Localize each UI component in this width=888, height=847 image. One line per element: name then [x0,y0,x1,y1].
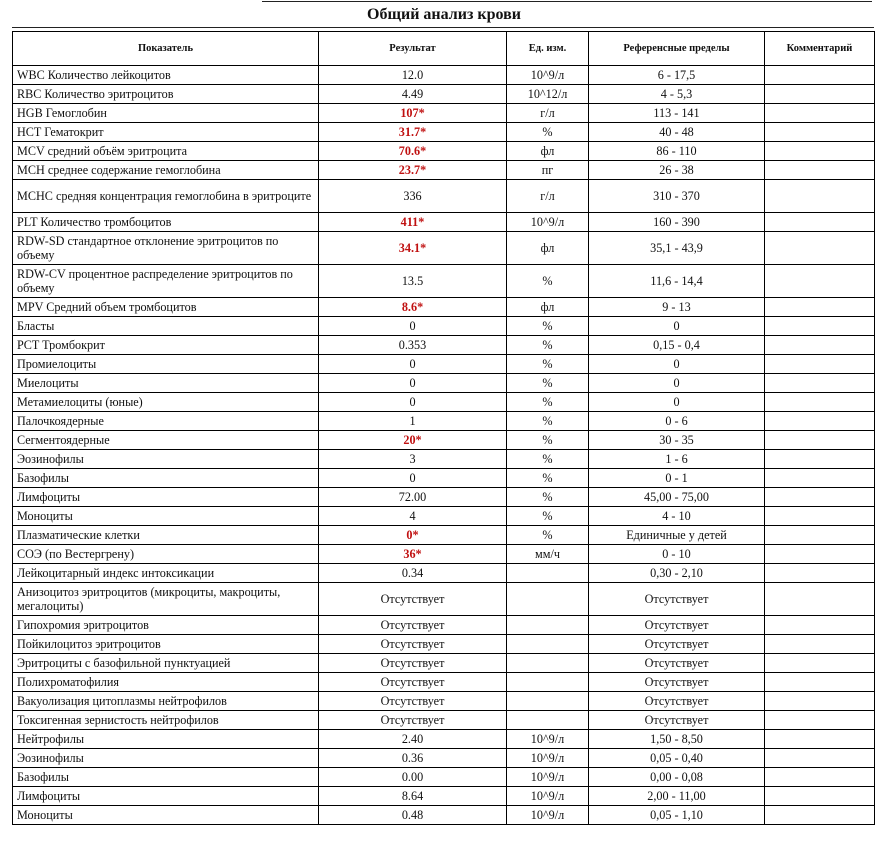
row-name: Лимфоциты [13,488,319,507]
row-name: Палочкоядерные [13,412,319,431]
row-comment [765,654,875,673]
row-name: Пойкилоцитоз эритроцитов [13,635,319,654]
row-unit: фл [507,142,589,161]
row-range: Отсутствует [589,616,765,635]
row-comment [765,583,875,616]
row-comment [765,142,875,161]
row-result: 4.49 [319,85,507,104]
header-result: Результат [319,32,507,66]
table-row [13,564,875,583]
row-unit: фл [507,298,589,317]
row-result: 13.5 [319,265,507,298]
row-comment [765,431,875,450]
row-range: 1 - 6 [589,450,765,469]
row-result: 34.1* [319,232,507,265]
row-name: RBC Количество эритроцитов [13,85,319,104]
row-unit: пг [507,161,589,180]
table-row [13,161,875,180]
row-comment [765,564,875,583]
table-row [13,673,875,692]
row-comment [765,66,875,85]
row-range: Отсутствует [589,692,765,711]
table-row [13,180,875,213]
row-range: 0,00 - 0,08 [589,768,765,787]
row-result: 8.64 [319,787,507,806]
row-range: 4 - 10 [589,507,765,526]
row-name: Эозинофилы [13,749,319,768]
row-result: 0.36 [319,749,507,768]
row-name: Моноциты [13,507,319,526]
table-row [13,374,875,393]
row-result: 36* [319,545,507,564]
table-row [13,730,875,749]
row-comment [765,692,875,711]
row-unit [507,583,589,616]
row-result: 0 [319,355,507,374]
row-name: Миелоциты [13,374,319,393]
row-result: 0 [319,469,507,488]
row-result: 3 [319,450,507,469]
row-name: Базофилы [13,768,319,787]
row-result: 0.34 [319,564,507,583]
row-range: 0,15 - 0,4 [589,336,765,355]
row-unit: % [507,123,589,142]
row-name: RDW-SD стандартное отклонение эритроцитов по объему [13,232,319,265]
row-name: Вакуолизация цитоплазмы нейтрофилов [13,692,319,711]
table-row [13,749,875,768]
row-unit: 10^9/л [507,768,589,787]
table-row [13,142,875,161]
row-name: MCV средний объём эритроцита [13,142,319,161]
row-unit: 10^9/л [507,66,589,85]
table-row [13,450,875,469]
row-unit: фл [507,232,589,265]
row-result: 107* [319,104,507,123]
row-unit [507,673,589,692]
row-result: 23.7* [319,161,507,180]
row-range: 45,00 - 75,00 [589,488,765,507]
row-range: Отсутствует [589,673,765,692]
row-comment [765,180,875,213]
row-unit: г/л [507,104,589,123]
row-range: 0 - 10 [589,545,765,564]
row-result: 0 [319,317,507,336]
row-range: 0 [589,317,765,336]
row-range: 0 - 1 [589,469,765,488]
row-unit: 10^9/л [507,213,589,232]
row-range: 0,05 - 0,40 [589,749,765,768]
row-unit: 10^9/л [507,806,589,825]
table-row [13,469,875,488]
row-comment [765,104,875,123]
row-comment [765,355,875,374]
row-name: Плазматические клетки [13,526,319,545]
row-result: 8.6* [319,298,507,317]
table-row [13,104,875,123]
row-comment [765,768,875,787]
row-range: 86 - 110 [589,142,765,161]
row-name: PCT Тромбокрит [13,336,319,355]
row-result: 336 [319,180,507,213]
row-result: Отсутствует [319,583,507,616]
row-name: WBC Количество лейкоцитов [13,66,319,85]
row-result: Отсутствует [319,692,507,711]
table-row [13,583,875,616]
row-name: PLT Количество тромбоцитов [13,213,319,232]
row-range: 0,30 - 2,10 [589,564,765,583]
row-range: 30 - 35 [589,431,765,450]
table-row [13,806,875,825]
table-row [13,85,875,104]
row-name: Моноциты [13,806,319,825]
table-row [13,654,875,673]
row-range: 113 - 141 [589,104,765,123]
row-result: 411* [319,213,507,232]
row-range: 11,6 - 14,4 [589,265,765,298]
table-row [13,768,875,787]
row-unit: % [507,393,589,412]
row-comment [765,526,875,545]
row-range: Отсутствует [589,583,765,616]
row-comment [765,749,875,768]
table-row [13,393,875,412]
table-row [13,787,875,806]
header-unit: Ед. изм. [507,32,589,66]
row-name: Метамиелоциты (юные) [13,393,319,412]
row-comment [765,298,875,317]
row-comment [765,393,875,412]
row-result: Отсутствует [319,711,507,730]
table-row [13,213,875,232]
row-comment [765,711,875,730]
row-name: Базофилы [13,469,319,488]
row-name: Эозинофилы [13,450,319,469]
row-comment [765,469,875,488]
row-result: 0.00 [319,768,507,787]
row-result: 0.48 [319,806,507,825]
row-unit [507,564,589,583]
table-row [13,635,875,654]
row-comment [765,616,875,635]
row-unit: % [507,355,589,374]
row-comment [765,85,875,104]
row-name: Эритроциты с базофильной пунктуацией [13,654,319,673]
row-range: 6 - 17,5 [589,66,765,85]
table-row [13,616,875,635]
row-name: Лимфоциты [13,787,319,806]
row-range: 40 - 48 [589,123,765,142]
table-row [13,412,875,431]
row-range: 9 - 13 [589,298,765,317]
row-range: 2,00 - 11,00 [589,787,765,806]
row-unit: % [507,265,589,298]
row-comment [765,265,875,298]
row-result: Отсутствует [319,654,507,673]
row-result: Отсутствует [319,673,507,692]
table-row [13,545,875,564]
row-comment [765,488,875,507]
row-range: Отсутствует [589,654,765,673]
header-name: Показатель [13,32,319,66]
row-name: MCHC средняя концентрация гемоглобина в эритроците [13,180,319,213]
row-comment [765,412,875,431]
row-result: 1 [319,412,507,431]
table-row [13,711,875,730]
row-comment [765,730,875,749]
title-bottom-rule [12,27,874,28]
row-range: 310 - 370 [589,180,765,213]
row-comment [765,161,875,180]
table-row [13,232,875,265]
row-unit: % [507,317,589,336]
table-row [13,507,875,526]
row-comment [765,336,875,355]
row-unit [507,654,589,673]
row-result: 4 [319,507,507,526]
header-comment: Комментарий [765,32,875,66]
row-comment [765,232,875,265]
row-unit: % [507,336,589,355]
row-unit [507,711,589,730]
table-row [13,488,875,507]
table-row [13,692,875,711]
results-table [12,31,875,825]
row-range: 0 [589,374,765,393]
table-row [13,317,875,336]
row-range: 1,50 - 8,50 [589,730,765,749]
row-result: 72.00 [319,488,507,507]
row-result: 0* [319,526,507,545]
table-row [13,336,875,355]
row-comment [765,123,875,142]
row-name: RDW-CV процентное распределение эритроцитов по объему [13,265,319,298]
row-name: HGB Гемоглобин [13,104,319,123]
row-name: MCH среднее содержание гемоглобина [13,161,319,180]
row-result: 0.353 [319,336,507,355]
title-top-rule [262,1,872,2]
row-unit [507,616,589,635]
row-range: 0 [589,393,765,412]
row-unit: % [507,488,589,507]
row-name: Нейтрофилы [13,730,319,749]
row-name: Полихроматофилия [13,673,319,692]
row-comment [765,213,875,232]
row-result: 20* [319,431,507,450]
row-result: 2.40 [319,730,507,749]
row-comment [765,806,875,825]
row-range: 26 - 38 [589,161,765,180]
row-comment [765,374,875,393]
row-unit: % [507,526,589,545]
row-range: 0 [589,355,765,374]
row-comment [765,317,875,336]
table-row [13,123,875,142]
row-range: 0 - 6 [589,412,765,431]
row-name: СОЭ (по Вестергрену) [13,545,319,564]
row-range: 0,05 - 1,10 [589,806,765,825]
table-row [13,355,875,374]
row-unit: 10^12/л [507,85,589,104]
page-title: Общий анализ крови [367,6,521,23]
row-unit: г/л [507,180,589,213]
row-range: Отсутствует [589,635,765,654]
row-unit: % [507,507,589,526]
row-comment [765,787,875,806]
table-row [13,298,875,317]
table-header-row [13,32,875,66]
row-unit: 10^9/л [507,787,589,806]
row-name: Токсигенная зернистость нейтрофилов [13,711,319,730]
row-name: Анизоцитоз эритроцитов (микроциты, макроциты, мегалоциты) [13,583,319,616]
row-unit [507,692,589,711]
row-name: Лейкоцитарный индекс интоксикации [13,564,319,583]
row-unit: % [507,450,589,469]
row-unit: % [507,412,589,431]
table-row [13,431,875,450]
row-range: Единичные у детей [589,526,765,545]
row-name: HCT Гематокрит [13,123,319,142]
row-result: 70.6* [319,142,507,161]
row-name: Бласты [13,317,319,336]
row-unit: % [507,469,589,488]
row-name: Промиелоциты [13,355,319,374]
row-result: 12.0 [319,66,507,85]
row-name: MPV Средний объем тромбоцитов [13,298,319,317]
row-unit [507,635,589,654]
row-range: 4 - 5,3 [589,85,765,104]
table-row [13,66,875,85]
row-range: 160 - 390 [589,213,765,232]
row-comment [765,635,875,654]
row-unit: 10^9/л [507,749,589,768]
row-result: 0 [319,374,507,393]
row-result: Отсутствует [319,616,507,635]
header-range: Референсные пределы [589,32,765,66]
row-comment [765,545,875,564]
row-name: Гипохромия эритроцитов [13,616,319,635]
row-unit: 10^9/л [507,730,589,749]
row-name: Сегментоядерные [13,431,319,450]
row-range: Отсутствует [589,711,765,730]
row-result: 31.7* [319,123,507,142]
row-comment [765,673,875,692]
row-range: 35,1 - 43,9 [589,232,765,265]
table-body [13,66,875,825]
row-unit: % [507,374,589,393]
table-row [13,265,875,298]
row-comment [765,450,875,469]
row-unit: % [507,431,589,450]
row-unit: мм/ч [507,545,589,564]
row-result: Отсутствует [319,635,507,654]
row-result: 0 [319,393,507,412]
table-row [13,526,875,545]
row-comment [765,507,875,526]
